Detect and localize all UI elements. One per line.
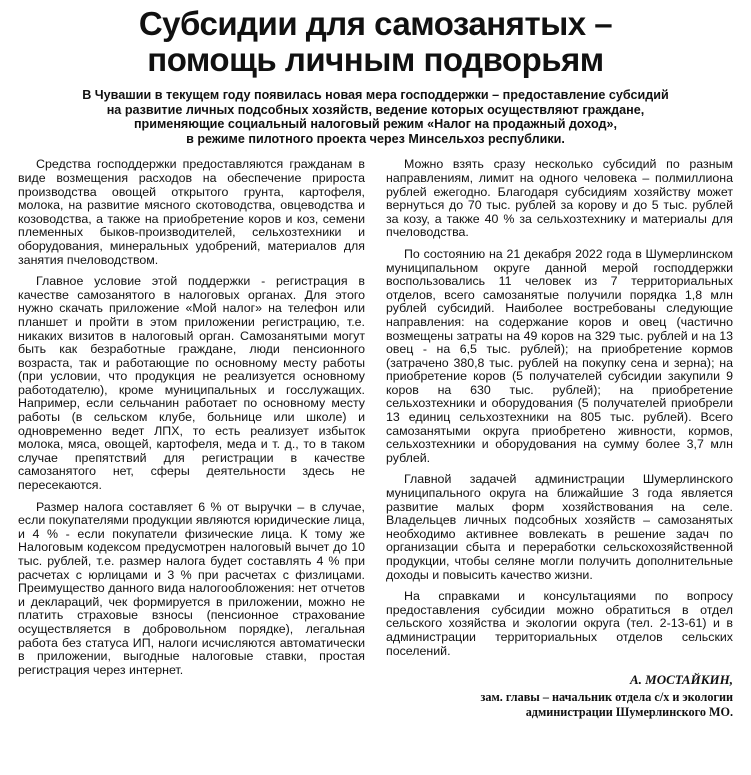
paragraph-main-task: Главной задачей администрации Шумерлинского муниципального округа на ближайшие 3 года является развитие малых форм хозяйствования на селе. Владельцев личных подсобных хозяйств – самозанятых необходимо активнее вовлекать в решение задач по организации сбыта и переработки сельскохозяйственной продукции, чтобы селяне могли получить дополнительные доходы и повысить качество жизни. [386, 472, 733, 582]
lead-line-2: на развитие личных подсобных хозяйств, ведение которых осуществляют граждане, [106, 102, 645, 117]
lead-line-3: применяющие социальный налоговый режим «Налог на продажный доход», [133, 117, 618, 132]
article-headline [18, 6, 733, 78]
column-right [386, 158, 733, 719]
author-position [386, 690, 733, 719]
headline-line-1: Субсидии для самозанятых – [138, 5, 613, 42]
paragraph-contacts: На справками и консультациями по вопросу предоставления субсидии можно обратиться в отдел сельского хозяйства и экологии округа (тел. 2-13-61) и в администрации территориальных отделов сельских поселений. [386, 589, 733, 658]
author-position-line-1: зам. главы – начальник отдела с/х и экологии [480, 690, 733, 705]
author-signature [386, 672, 733, 719]
paragraph-subsidy-purposes: Средства господдержки предоставляются гражданам в виде возмещения расходов на обеспечение прироста производства овощей открытого грунта, картофеля, молока, на развитие мясного скотоводства, овцеводства и козоводства, а также на приобретение коров и коз, семени племенных быков-производителей, сельхозтехники и оборудования, минеральных удобрений, материалов для занятия пчеловодством. [18, 157, 365, 267]
paragraph-statistics: По состоянию на 21 декабря 2022 года в Шумерлинском муниципальном округе данной мерой господдержки воспользовались 11 человек из 7 территориальных отделов, всего самозанятые получили порядка 1,8 млн рублей субсидий. Наиболее востребованы следующие направления: на содержание коров и овец (частично возмещены затраты на 49 коров на 329 тыс. рублей и на 13 овец - на 6,5 тыс. рублей); на приобретение кормов (затрачено 380,8 тыс. рублей на покупку сена и зерна); на приобретение коров (5 получателей субсидии закупили 9 коров на 630 тыс. рублей); на приобретение сельхозтехники и оборудования (5 получателей приобрели 13 единиц сельхозтехники на 805 тыс. рублей). Всего самозанятыми округа приобретено живности, кормов, сельхозтехники и оборудования на сумму более 3,7 млн рублей. [386, 246, 733, 465]
paragraph-subsidy-limits: Можно взять сразу несколько субсидий по разным направлениям, лимит на одного человека – полмиллиона рублей ежегодно. Благодаря субсидиям хозяйству может вернуться до 70 тыс. рублей за корову и до 5 тыс. рублей за козу, а также 40 % за сельхозтехнику и материалы для пчеловодства. [386, 157, 733, 240]
article-lead [58, 88, 693, 146]
article-body [18, 158, 733, 719]
author-position-line-2: администрации Шумерлинского МО. [525, 704, 733, 719]
paragraph-tax-rate: Размер налога составляет 6 % от выручки – в случае, если покупателями продукции являются юридические лица, и 4 % - если покупатели физические лица. К тому же Налоговым кодексом предусмотрен налоговый вычет до 10 тыс. рублей, т.е. размер налога будет составлять 4 % при расчетах с юрлицами и 3 % при расчетах с физлицами. Преимущество данного вида налогообложения: нет отчетов и деклараций, чек формируется в приложении, можно не платить страховые взносы (пенсионное страхование осуществляется в добровольном порядке), легальная работа без статуса ИП, налоги исчисляются автоматически в приложении, выгодные налоговые ставки, простая регистрация через интернет. [18, 499, 365, 677]
paragraph-registration: Главное условие этой поддержки - регистрация в качестве самозанятого в налоговых органах. Для этого нужно скачать приложение «Мой налог» на телефон или планшет и пройти в этом приложении регистрацию, т.е. никаких визитов в налоговый орган. Самозанятыми могут быть как безработные граждане, люди пенсионного возраста, так и работающие по основному месту работы (при условии, что продукция не реализуется основному работодателю), кроме муниципальных и госслужащих. Например, если сельчанин работает по основному месту работы (в сельском клубе, больнице или школе) и одновременно ведет ЛПХ, то есть реализует избыток молока, мяса, овощей, картофеля, меда и т. д., то в таком случае препятствий для регистрации в качестве самозанятого нет, сферы деятельности здесь не пересекаются. [18, 274, 365, 493]
author-name: А. МОСТАЙКИН, [630, 672, 733, 688]
column-left [18, 158, 365, 719]
headline-line-2: помощь личным подворьям [147, 41, 604, 78]
lead-line-4: в режиме пилотного проекта через Минсельхоз республики. [186, 131, 565, 146]
lead-line-1: В Чувашии в текущем году появилась новая мера господдержки – предоставление субсидий [82, 88, 669, 102]
